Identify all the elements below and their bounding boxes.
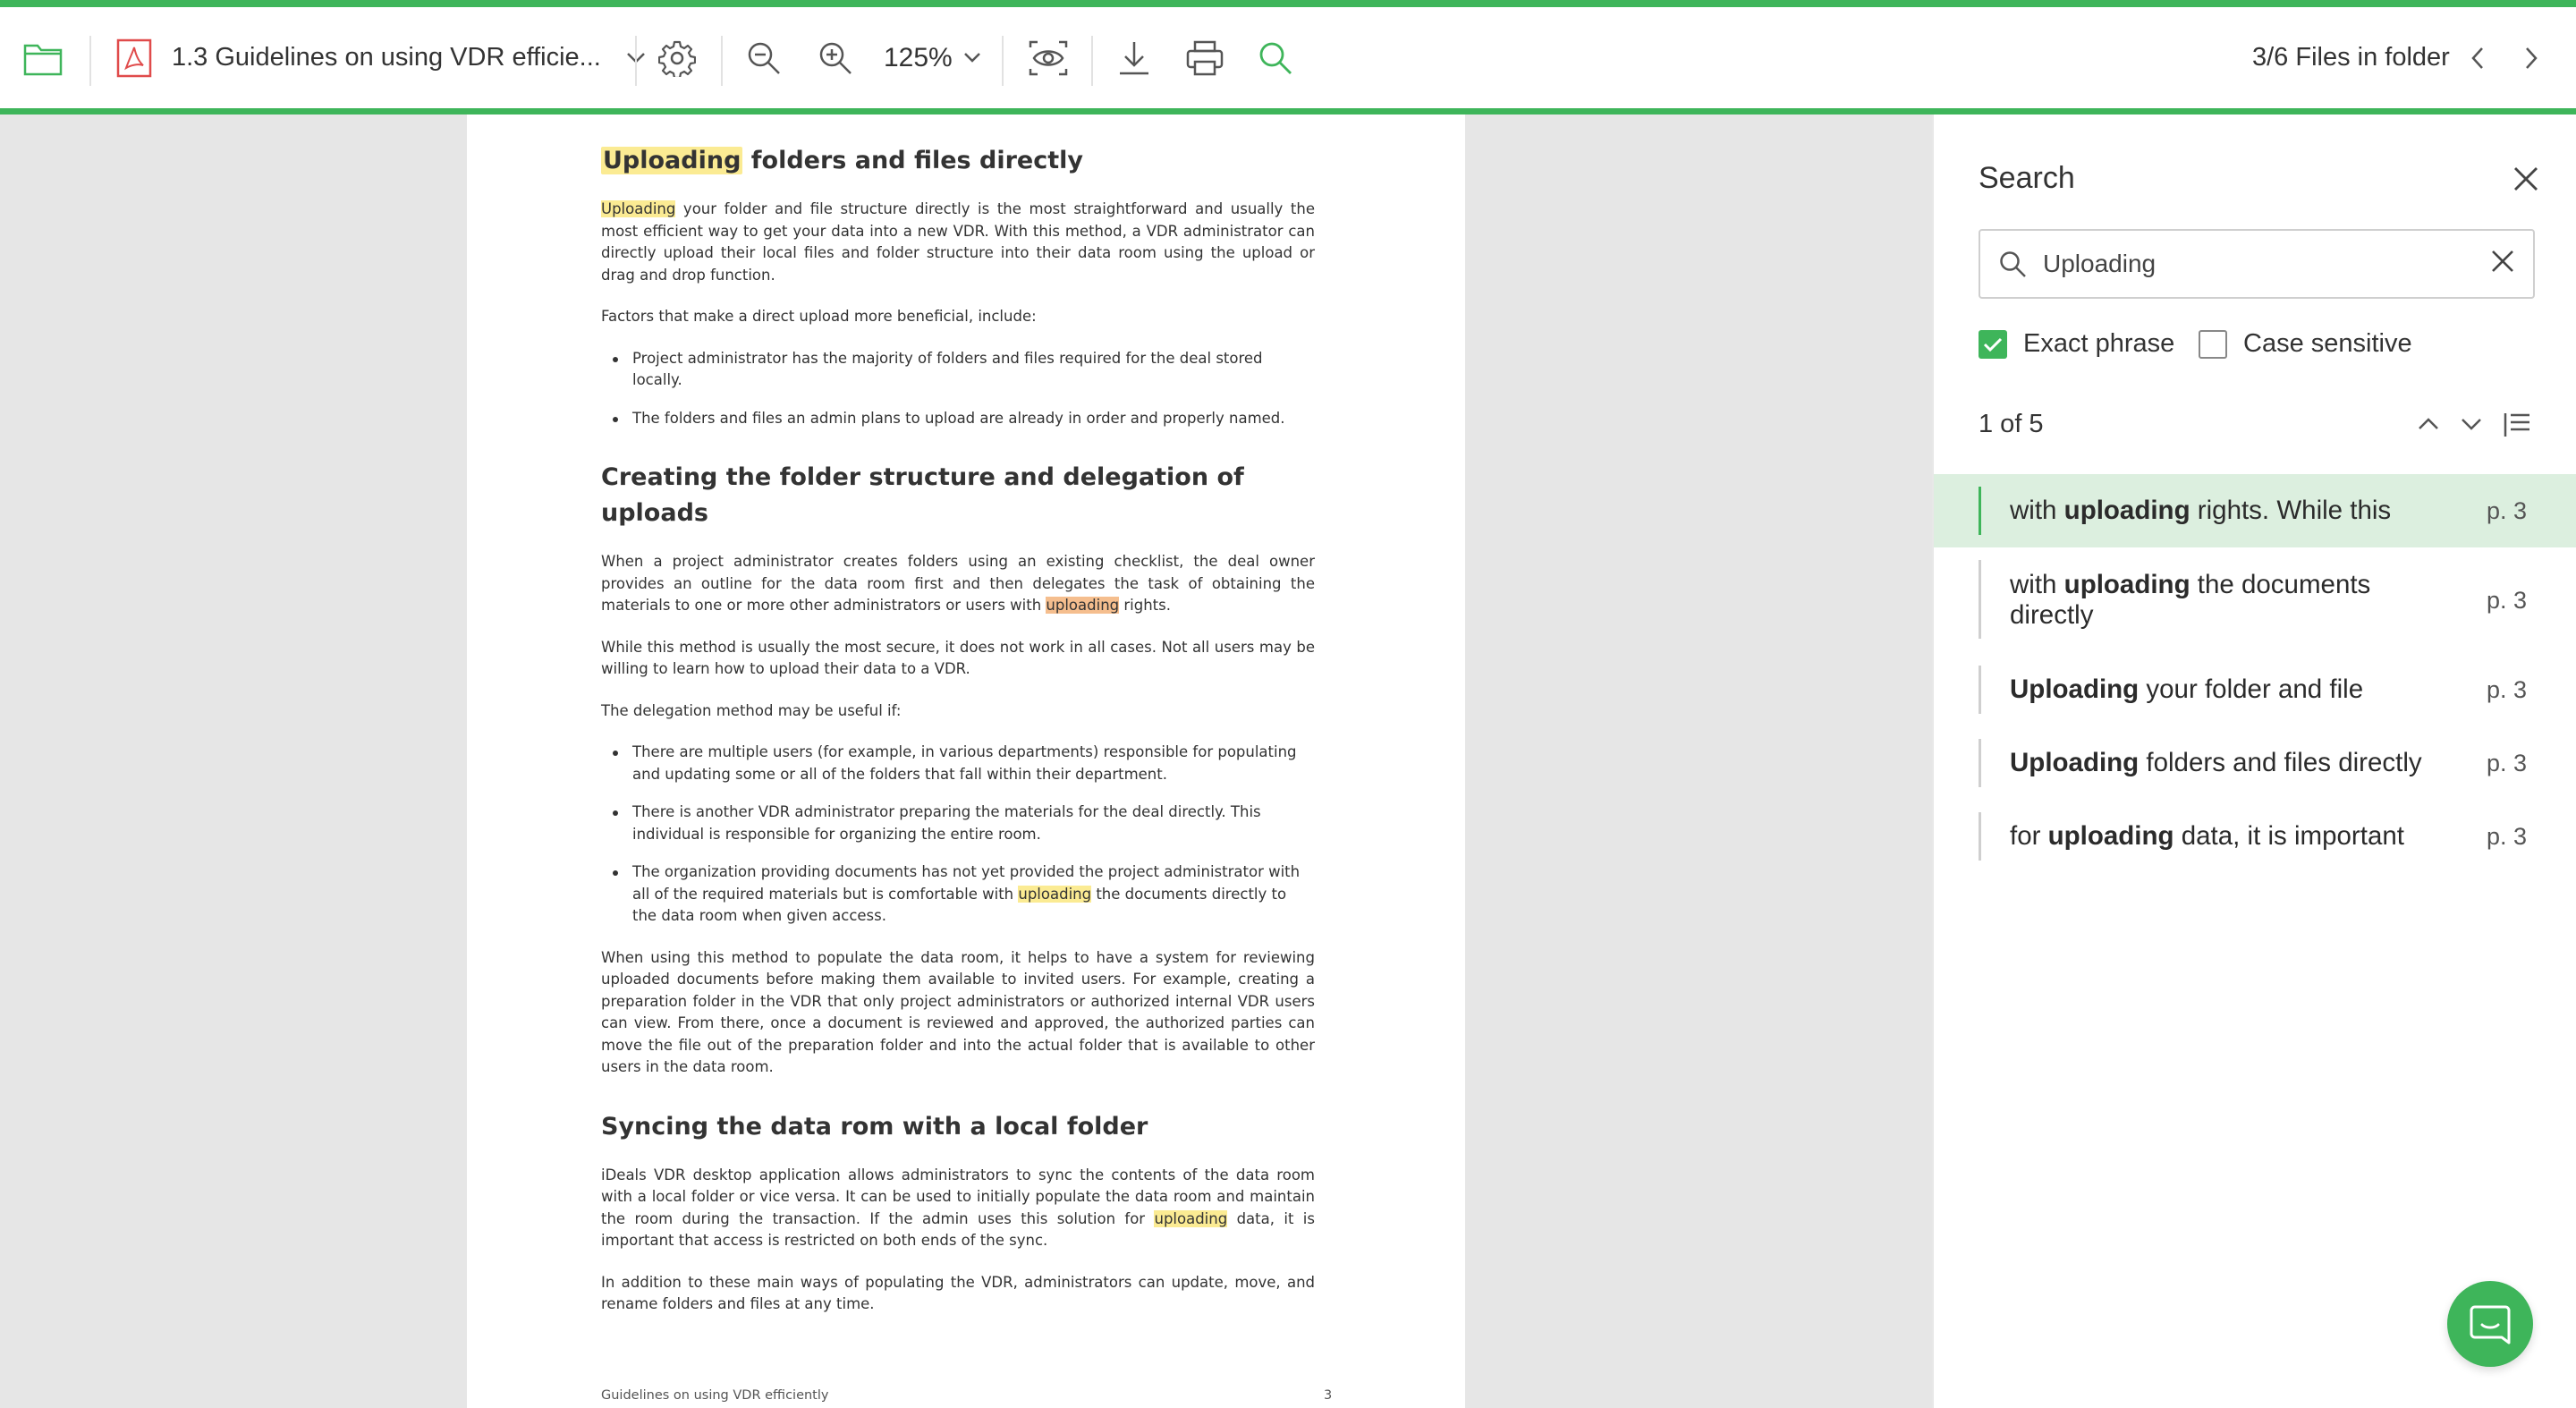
zoom-level-value: 125% xyxy=(884,42,953,72)
match-count: 1 of 5 xyxy=(1979,410,2044,438)
case-sensitive-option[interactable] xyxy=(2199,329,2412,359)
section-heading: Creating the folder structure and delegation of uploads xyxy=(601,463,1244,527)
bullet-list xyxy=(601,742,1315,928)
paragraph: While this method is usually the most secure, it does not work in all cases. Not all users may be willing to learn how to upload their data to a VDR. xyxy=(601,638,1315,677)
download-icon xyxy=(1118,40,1150,76)
watermark-view-button[interactable] xyxy=(1029,7,1068,108)
chevron-down-icon xyxy=(963,52,981,64)
document-viewer[interactable] xyxy=(0,115,1932,1408)
page-footer: Guidelines on using VDR efficiently xyxy=(601,1388,829,1403)
result-indicator xyxy=(1979,560,1981,639)
download-button[interactable] xyxy=(1118,7,1150,108)
close-search-button[interactable] xyxy=(2508,161,2544,197)
search-result-item[interactable] xyxy=(1934,726,2576,800)
previous-match-button[interactable] xyxy=(2417,406,2440,442)
chevron-up-icon xyxy=(2417,406,2440,442)
search-input[interactable] xyxy=(2043,250,2463,278)
paragraph: When using this method to populate the data room, it helps to have a system for reviewing uploaded documents before making them available to invited users. For example, creating a preparation folder in the VDR that only project administrators or authorized internal VDR users can view. From there, once a document is reviewed and approved, the authorized parties can move the file out of the preparation folder and into the actual folder that is available to other users in the data room. xyxy=(601,948,1315,1075)
paragraph-text: your folder and file structure directly is the most straightforward and usually the most efficient way to get your data into a new VDR. With this method, a VDR administrator can directly upload their local files and folder structure into their data room using the upload or drag and drop function. xyxy=(601,200,1315,284)
list-item-text: the documents directly to the data room when given access. xyxy=(632,885,1287,924)
search-panel xyxy=(1932,115,2576,1408)
document-selector[interactable] xyxy=(116,7,646,108)
search-icon xyxy=(1258,40,1293,76)
search-results-list xyxy=(1934,474,2576,873)
paragraph xyxy=(601,199,1315,286)
prev-file-icon xyxy=(2470,47,2485,70)
list-item: The folders and files an admin plans to upload are already in order and properly named. xyxy=(601,408,1315,430)
result-page: p. 3 xyxy=(2487,749,2528,776)
result-page: p. 3 xyxy=(2487,586,2528,614)
next-match-button[interactable] xyxy=(2460,406,2483,442)
search-result-item[interactable] xyxy=(1934,547,2576,653)
result-indicator xyxy=(1979,487,1981,535)
search-highlight: uploading xyxy=(1018,885,1092,903)
toolbar-divider xyxy=(1091,36,1093,86)
section-heading xyxy=(601,143,1315,179)
next-file-icon xyxy=(2524,47,2538,70)
document-page xyxy=(467,115,1465,1408)
close-icon xyxy=(2490,249,2515,274)
result-page: p. 3 xyxy=(2487,822,2528,850)
paragraph: In addition to these main ways of populating the VDR, administrators can update, move, and rename folders and files at any time. xyxy=(601,1273,1315,1312)
folder-icon xyxy=(23,40,63,76)
checkmark-icon xyxy=(1983,336,2003,352)
files-in-folder-label: 3/6 Files in folder xyxy=(2252,43,2450,72)
chat-icon xyxy=(2470,1303,2511,1344)
search-result-item[interactable] xyxy=(1934,474,2576,547)
bullet-list xyxy=(601,348,1315,430)
results-list-button[interactable] xyxy=(2503,406,2531,442)
exact-phrase-label: Exact phrase xyxy=(2023,329,2175,358)
result-indicator xyxy=(1979,739,1981,787)
result-page: p. 3 xyxy=(2487,675,2528,703)
exact-phrase-checkbox[interactable] xyxy=(1979,330,2007,359)
current-search-highlight: uploading xyxy=(1046,597,1120,614)
list-item: Project administrator has the majority of folders and files required for the deal stored locally. xyxy=(601,348,1315,392)
prev-file-button[interactable] xyxy=(2470,7,2485,108)
list-item: There are multiple users (for example, in various departments) responsible for populating and updating some or all of the folders that fall within their department. xyxy=(601,742,1315,785)
zoom-out-icon xyxy=(746,40,782,76)
search-icon xyxy=(1998,250,2027,278)
paragraph xyxy=(601,551,1315,617)
settings-icon xyxy=(658,39,696,77)
search-result-item[interactable] xyxy=(1934,653,2576,726)
heading-text: folders and files directly xyxy=(742,147,1083,174)
clear-search-button[interactable] xyxy=(2490,249,2515,274)
zoom-in-button[interactable] xyxy=(818,7,853,108)
zoom-level-select[interactable] xyxy=(884,7,981,108)
chevron-down-icon xyxy=(2460,406,2483,442)
list-item xyxy=(601,861,1315,928)
paragraph-text: iDeals VDR desktop application allows administrators to sync the contents of the data room with a local folder or vice versa. It can be used to initially populate the data room and maintain the room during the transaction. If the admin uses this solution for xyxy=(601,1166,1315,1227)
list-icon xyxy=(2503,406,2531,442)
list-item: There is another VDR administrator preparing the materials for the deal directly. This individual is responsible for organizing the entire room. xyxy=(601,802,1315,845)
close-icon xyxy=(2512,165,2539,192)
toolbar-divider xyxy=(635,36,637,86)
next-file-button[interactable] xyxy=(2524,7,2538,108)
paragraph-text: rights. xyxy=(1119,597,1171,614)
paragraph-text: When a project administrator creates folders using an existing checklist, the deal owner provides an outline for the data room first and then delegates the task of obtaining the materials to one or more other administrators or users with xyxy=(601,553,1315,614)
result-snippet: with uploading the documents directly xyxy=(2010,570,2371,630)
result-snippet: Uploading folders and files directly xyxy=(2010,748,2422,777)
search-highlight: Uploading xyxy=(603,147,741,174)
document-content xyxy=(601,143,1315,1336)
search-highlight: Uploading xyxy=(601,200,676,217)
exact-phrase-option[interactable] xyxy=(1979,329,2174,359)
zoom-in-icon xyxy=(818,40,853,76)
files-in-folder-counter xyxy=(2252,7,2450,108)
paragraph xyxy=(601,1165,1315,1252)
search-highlight: uploading xyxy=(1154,1209,1228,1227)
paragraph: Factors that make a direct upload more beneficial, include: xyxy=(601,308,1037,325)
top-toolbar xyxy=(0,0,2576,115)
paragraph-text: data, it is important that access is restricted on both ends of the sync. xyxy=(601,1209,1315,1249)
search-field[interactable] xyxy=(1979,229,2535,299)
result-indicator xyxy=(1979,812,1981,861)
print-icon xyxy=(1186,40,1224,76)
pdf-icon xyxy=(116,38,152,78)
zoom-out-button[interactable] xyxy=(746,7,782,108)
settings-button[interactable] xyxy=(658,7,696,108)
search-result-item[interactable] xyxy=(1934,800,2576,873)
watermark-view-icon xyxy=(1029,40,1068,76)
paragraph: The delegation method may be useful if: xyxy=(601,701,902,719)
result-page: p. 3 xyxy=(2487,496,2528,524)
result-indicator xyxy=(1979,666,1981,714)
case-sensitive-label: Case sensitive xyxy=(2243,329,2412,358)
search-button[interactable] xyxy=(1258,7,1293,108)
result-snippet: for uploading data, it is important xyxy=(2010,821,2404,851)
toolbar-divider xyxy=(1002,36,1004,86)
toolbar-divider xyxy=(89,36,91,86)
document-title: 1.3 Guidelines on using VDR efficie... xyxy=(172,43,601,72)
result-snippet: Uploading your folder and file xyxy=(2010,674,2364,704)
toolbar-divider xyxy=(721,36,723,86)
chat-support-button[interactable] xyxy=(2447,1281,2533,1367)
case-sensitive-checkbox[interactable] xyxy=(2199,330,2227,359)
result-snippet: with uploading rights. While this xyxy=(2010,496,2392,525)
search-panel-title: Search xyxy=(1979,161,2075,195)
print-button[interactable] xyxy=(1186,7,1224,108)
folder-button[interactable] xyxy=(23,7,63,108)
list-item-text: The organization providing documents has not yet provided the project administrator with all of the required materials but is comfortable with xyxy=(632,863,1301,903)
page-number: 3 xyxy=(1324,1388,1333,1403)
section-heading: Syncing the data rom with a local folder xyxy=(601,1112,1148,1141)
